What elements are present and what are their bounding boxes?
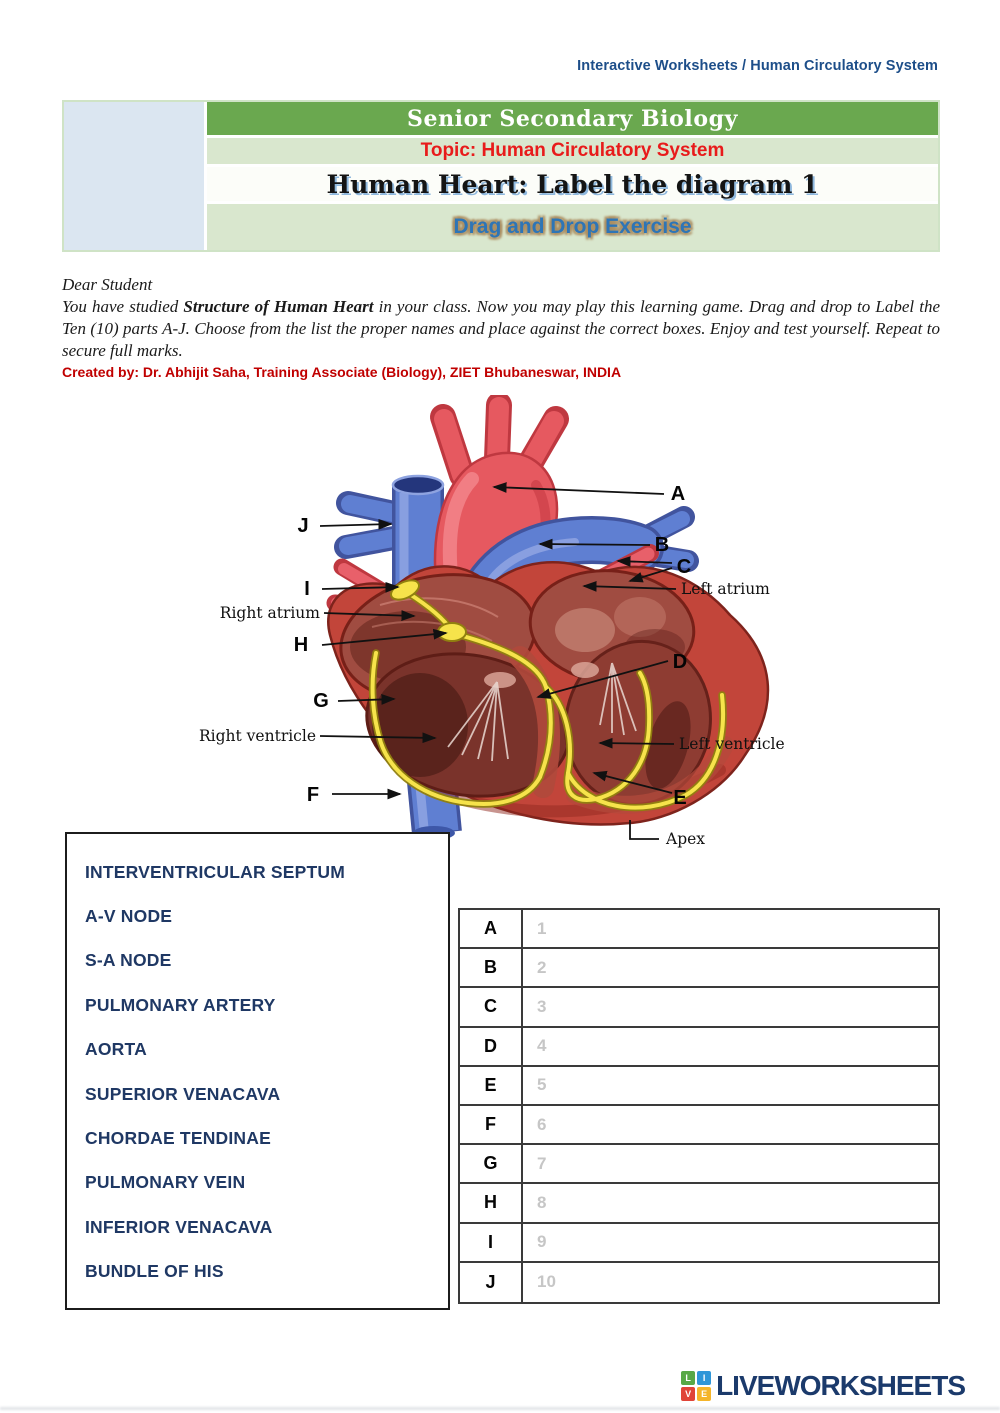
right-ventricle-label: Right ventricle xyxy=(198,727,316,745)
word-bank-list xyxy=(85,850,438,1294)
answer-row xyxy=(460,988,938,1027)
answer-row xyxy=(460,1224,938,1263)
word-bank-item[interactable]: SUPERIOR VENACAVA xyxy=(85,1083,281,1104)
answer-row xyxy=(460,1184,938,1223)
page-title: Human Heart: Label the diagram 1 xyxy=(326,169,819,199)
word-bank-item[interactable]: A-V NODE xyxy=(85,906,173,927)
word-bank-item[interactable]: INFERIOR VENACAVA xyxy=(85,1216,273,1237)
intro-text xyxy=(62,274,940,362)
word-bank-item[interactable]: INTERVENTRICULAR SEPTUM xyxy=(85,861,345,882)
answer-letter: B xyxy=(460,949,523,986)
instructions: You have studied Structure of Human Heart in your class. Now you may play this learning game. Drag and drop to Label the Ten (10) parts A-J. Choose from the list the proper names and place against the correct boxes. Enjoy and test yourself. Repeat to secure full marks. xyxy=(62,297,940,360)
instructions-bold: Structure of Human Heart xyxy=(183,297,374,316)
dropzone-placeholder: 9 xyxy=(537,1232,547,1252)
word-bank-item[interactable]: BUNDLE OF HIS xyxy=(85,1261,224,1282)
av-node-shape xyxy=(438,623,466,641)
right-atrium-label: Right atrium xyxy=(219,604,320,622)
header-table xyxy=(62,100,940,252)
dropzone-placeholder: 4 xyxy=(537,1036,547,1056)
answer-row xyxy=(460,1263,938,1302)
left-atrium-label: Left atrium xyxy=(681,580,770,598)
diagram-label-f: F xyxy=(306,784,320,806)
answer-dropzone[interactable] xyxy=(523,988,938,1025)
heart-illustration xyxy=(0,395,1000,865)
answer-row xyxy=(460,1106,938,1145)
logo-text: LIVEWORKSHEETS xyxy=(716,1370,965,1401)
answer-letter: G xyxy=(460,1145,523,1182)
dropzone-placeholder: 10 xyxy=(537,1272,556,1292)
answer-letter: D xyxy=(460,1028,523,1065)
answer-row xyxy=(460,910,938,949)
diagram-label-g: G xyxy=(313,690,329,712)
dropzone-placeholder: 6 xyxy=(537,1114,547,1134)
answer-dropzone[interactable] xyxy=(523,910,938,947)
logo-tiles xyxy=(681,1371,711,1401)
dropzone-placeholder: 3 xyxy=(537,996,547,1016)
diagram-label-i: I xyxy=(304,578,310,600)
breadcrumb: Interactive Worksheets / Human Circulatory System xyxy=(577,58,938,74)
header-empty-cell xyxy=(64,102,207,250)
dropzone-placeholder: 7 xyxy=(537,1153,547,1173)
exercise-subtitle: Drag and Drop Exercise xyxy=(453,215,692,238)
apex-label: Apex xyxy=(666,830,706,848)
answer-letter: C xyxy=(460,988,523,1025)
diagram-label-d: D xyxy=(672,651,688,673)
logo-tile-l: L xyxy=(681,1371,695,1385)
answer-row xyxy=(460,949,938,988)
credit-line: Created by: Dr. Abhijit Saha, Training Associate (Biology), ZIET Bhubaneswar, INDIA xyxy=(62,364,622,380)
diagram-label-j: J xyxy=(297,515,309,537)
answer-dropzone[interactable] xyxy=(523,1106,938,1143)
answer-row xyxy=(460,1028,938,1067)
answer-dropzone[interactable] xyxy=(523,1067,938,1104)
word-bank-item[interactable]: PULMONARY VEIN xyxy=(85,1172,246,1193)
answer-letter: F xyxy=(460,1106,523,1143)
diagram-label-b: B xyxy=(654,534,670,556)
answer-letter: J xyxy=(460,1263,523,1302)
diagram-label-c: C xyxy=(676,556,692,578)
heart-diagram xyxy=(0,395,1000,865)
answer-dropzone[interactable] xyxy=(523,1028,938,1065)
topic-title: Topic: Human Circulatory System xyxy=(420,140,725,161)
answer-letter: A xyxy=(460,910,523,947)
answer-dropzone[interactable] xyxy=(523,949,938,986)
answer-row xyxy=(460,1145,938,1184)
answer-dropzone[interactable] xyxy=(523,1263,938,1302)
left-ventricle-label: Left ventricle xyxy=(679,735,785,753)
diagram-label-e: E xyxy=(673,787,687,809)
diagram-label-a: A xyxy=(670,483,686,505)
dropzone-placeholder: 1 xyxy=(537,918,547,938)
logo-tile-i: I xyxy=(697,1371,711,1385)
word-bank-item[interactable]: PULMONARY ARTERY xyxy=(85,994,276,1015)
word-bank xyxy=(65,832,450,1310)
word-bank-item[interactable]: CHORDAE TENDINAE xyxy=(85,1128,271,1149)
answer-row xyxy=(460,1067,938,1106)
answer-dropzone[interactable] xyxy=(523,1224,938,1261)
course-title: Senior Secondary Biology xyxy=(406,105,738,132)
word-bank-item[interactable]: AORTA xyxy=(85,1039,147,1060)
answer-letter: E xyxy=(460,1067,523,1104)
logo-tile-e: E xyxy=(697,1387,711,1401)
word-bank-item[interactable]: S-A NODE xyxy=(85,950,172,971)
answer-letter: I xyxy=(460,1224,523,1261)
dropzone-placeholder: 5 xyxy=(537,1075,547,1095)
answer-dropzone[interactable] xyxy=(523,1145,938,1182)
liveworksheets-logo xyxy=(681,1368,965,1404)
answer-letter: H xyxy=(460,1184,523,1221)
answer-dropzone[interactable] xyxy=(523,1184,938,1221)
answer-table xyxy=(458,908,940,1304)
bottom-rule xyxy=(0,1407,1000,1410)
salutation: Dear Student xyxy=(62,275,153,294)
dropzone-placeholder: 8 xyxy=(537,1192,547,1212)
logo-tile-v: V xyxy=(681,1387,695,1401)
diagram-label-h: H xyxy=(293,634,309,656)
dropzone-placeholder: 2 xyxy=(537,957,547,977)
